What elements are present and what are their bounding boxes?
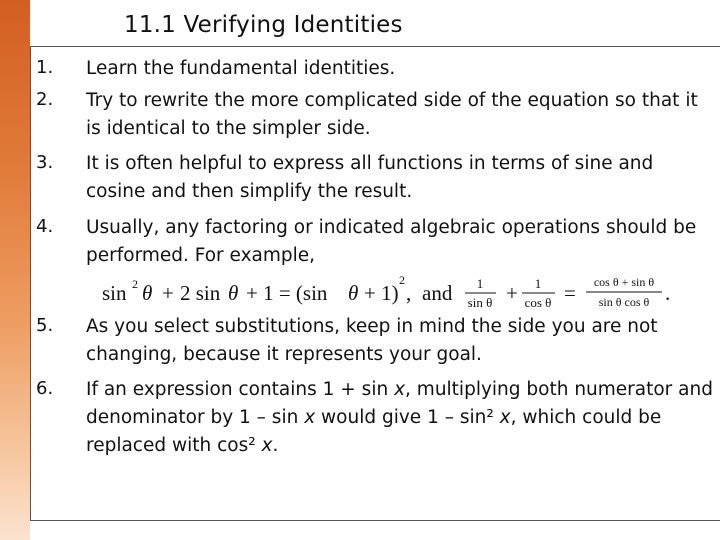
formula-plus-2: + [506,281,518,305]
item-text-1: Learn the fundamental identities. [86,58,396,79]
item-text-5: As you select substitutions, keep in mind the side you are not changing, because it represents your goal. [86,316,658,365]
accent-bar [0,0,30,540]
formula-paren-close: + 1) [364,281,399,305]
item6-part-1: If an expression contains 1 + sin [86,379,395,400]
formula-sup-2b: 2 [399,273,405,287]
formula-plus-one: + 1 = (sin [246,281,328,305]
formula-equals: = [564,281,576,305]
formula-sin: sin [102,281,127,305]
formula-and: and [422,281,453,305]
frac3-denominator: sin θ cos θ [598,295,650,309]
item-number-1: 1. [36,57,54,78]
item6-var-x-3: x [499,407,511,428]
item-number-4: 4. [36,216,54,237]
item6-var-x-2: x [304,407,316,428]
formula-comma: , [406,281,412,305]
item6-var-x-4: x [261,435,273,456]
frac1-denominator: sin θ [467,295,493,310]
item6-part-4: , which could be replaced with cos² [86,407,662,456]
formula-period: . [665,281,671,305]
item-number-3: 3. [36,152,54,173]
formula-theta: θ [142,281,153,305]
item6-part-3: would give 1 – sin² [315,407,500,428]
slide-title: 11.1 Verifying Identities [124,12,403,38]
frac2-denominator: cos θ [524,295,552,310]
formula-plus: + [162,281,174,305]
formula-sup-2: 2 [132,277,138,291]
item-text-3: It is often helpful to express all functions in terms of sine and cosine and then simplify the result. [86,153,654,202]
formula-two-sin: 2 sin [180,281,221,305]
formula-theta-2: θ [228,281,239,305]
item-number-5: 5. [36,315,54,336]
example-formula [100,268,680,312]
item-text-4: Usually, any factoring or indicated algebraic operations should be performed. For example, [86,217,697,266]
item6-part-2: , multiplying both numerator and denominator by 1 – sin [86,379,713,428]
formula-theta-3: θ [348,281,359,305]
item6-var-x-1: x [394,379,406,400]
item-text-2: Try to rewrite the more complicated side of the equation so that it is identical to the simpler side. [86,90,698,139]
frac3-numerator: cos θ + sin θ [593,275,655,289]
item-text-6 [86,376,718,460]
item-number-6: 6. [36,378,54,399]
frac1-numerator: 1 [476,276,484,291]
item-number-2: 2. [36,89,54,110]
frac2-numerator: 1 [534,276,542,291]
item6-part-5: . [272,435,279,456]
